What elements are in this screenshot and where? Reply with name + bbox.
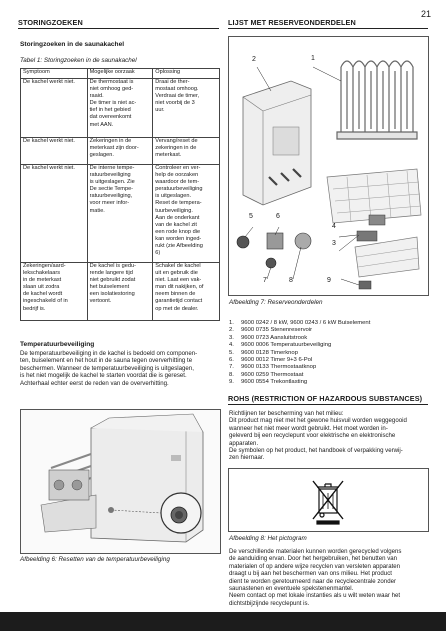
cause-line: is uitgeslagen. Zie (89, 179, 135, 186)
symptom-line: ingeschakeld of in (23, 298, 68, 305)
text-line: materialen of op andere wijze recyclen van versleten apparaten (229, 562, 401, 570)
section-heading-troubleshooting: STORINGZOEKEN (18, 18, 83, 27)
text-line: beschermen. Wanneer de temperatuurbeveiliging is uitgeslagen, (20, 364, 194, 372)
symptom-cell: De kachel werkt niet. (21, 165, 88, 263)
cause-line: een isolatiestoring (89, 291, 135, 298)
solution-line: Verdraai de timer, (155, 93, 200, 100)
heating-element-drawing (337, 61, 417, 139)
text-line: draagt u bij aan het beschermen van ons milieu. Het product (229, 570, 392, 578)
table-header-row (21, 69, 220, 79)
solution-line: op met de dealer. (155, 305, 199, 312)
symptom-cell: De kachel werkt niet. (21, 79, 88, 138)
item-number: 1. (229, 320, 234, 326)
cause-line: het buiselement (89, 284, 130, 291)
item-text: 9600 0012 Timer 9+3 6-Pol (241, 357, 313, 364)
figure-7-caption: Afbeelding 7: Reserveonderdelen (229, 299, 323, 306)
callout-6: 6 (276, 213, 280, 220)
heater-reset-drawing (21, 410, 220, 553)
solution-line: niet. Laat een vak- (155, 277, 202, 284)
timer-part (267, 233, 283, 249)
cause-line: De timer is niet ac- (89, 100, 137, 107)
solution-line: Aan de onderkant (155, 214, 200, 221)
solution-line: een rode knop die (155, 228, 201, 235)
page-number: 21 (421, 9, 432, 19)
cause-cell (87, 165, 153, 263)
symptom-line: Zekeringen/aard- (23, 263, 66, 269)
solution-line: Vervang/reset de (155, 138, 198, 144)
cause-line: tief in het gebied (89, 107, 131, 114)
cause-line: raaid. (89, 93, 104, 100)
item-text: 9600 0133 Thermostaatknop (241, 364, 317, 371)
rohs-heading: ROHS (RESTRICTION OF HAZARDOUS SUBSTANCES) (228, 394, 423, 403)
callout-5: 5 (249, 213, 253, 220)
list-item (229, 350, 370, 357)
subheading-troubleshooting: Storingzoeken in de saunakachel (20, 41, 125, 48)
solution-line: zekeringen in de (155, 145, 197, 152)
cause-cell (87, 79, 153, 138)
callout-8: 8 (289, 277, 293, 284)
solution-line: is uitgeslagen. (155, 193, 192, 200)
solution-cell (153, 138, 220, 165)
callout-2: 2 (252, 56, 256, 63)
solution-line: man dit nakijken, of (155, 284, 204, 291)
figure-6-illustration (20, 409, 221, 554)
stone-reservoir-drawing (243, 81, 311, 205)
item-number: 5. (229, 349, 234, 356)
item-number: 4. (229, 342, 234, 349)
solution-line: Reset de tempera- (155, 200, 202, 207)
solution-line: waardoor de tem- (155, 179, 200, 186)
solution-line: peratuurbeveiliging (155, 186, 203, 193)
symptom-line: lekschakelaars (23, 270, 60, 277)
item-text: 9600 0006 Temperatuurbeveiliging (241, 342, 332, 349)
solution-line: help de oorzaken (155, 172, 199, 179)
cause-line: niet omhoog ged- (89, 86, 134, 93)
heading-rule (228, 28, 428, 29)
solution-line: mostaat omhoog. (155, 86, 199, 93)
item-text: 9600 0242 / 8 kW, 9600 0243 / 6 kW Buiselement (241, 320, 371, 326)
solution-line: rukt (zie Afbeelding (155, 243, 203, 250)
column-header: Symptoom (21, 69, 88, 79)
cause-cell (87, 138, 153, 165)
cause-line: meterkast zijn door- (89, 145, 139, 152)
recycling-text (229, 548, 429, 607)
solution-line: van de kachel zit (155, 221, 197, 228)
table-row (21, 138, 220, 165)
cause-line: ratuurbeveiliging, (89, 193, 133, 200)
troubleshooting-table (20, 68, 220, 321)
text-line: De verschillende materialen kunnen worden gerecycled volgens (229, 548, 402, 555)
figure-8-caption: Afbeelding 8: Het pictogram (229, 535, 307, 542)
text-line: saunastenen en eventuele spekstenenmantel. (229, 585, 354, 593)
item-text: 9600 0735 Stenenreservoir (241, 327, 313, 334)
text-line: de aanduiding ervan. Door het hergebruiken, het benutten van (229, 555, 398, 563)
item-text: 9600 0128 Timerknop (241, 349, 298, 356)
cause-line: dat overeenkomt (89, 114, 132, 121)
text-line: apparaten. (229, 439, 259, 447)
solution-cell (153, 263, 220, 321)
section-heading-spare-parts: LIJST MET RESERVEONDERDELEN (228, 18, 356, 27)
symptom-line: bedrijf is. (23, 305, 46, 312)
cause-line: De kachel is gedu- (89, 263, 136, 269)
solution-line: uur. (155, 107, 165, 114)
heading-rule (18, 28, 219, 29)
text-line: dient te worden geretourneerd naar de recyclecentrale zonder (229, 577, 397, 585)
text-line: dichtstbijzijnde recyclepunt is. (229, 599, 310, 607)
callout-3: 3 (332, 240, 336, 247)
symptom-line: slaan uit zodra (23, 284, 60, 291)
callout-1: 1 (311, 55, 315, 62)
cause-line: met AAN. (89, 121, 114, 128)
list-item (229, 372, 370, 379)
item-number: 8. (229, 371, 234, 378)
item-number: 7. (229, 364, 234, 371)
solution-cell (153, 165, 220, 263)
cause-line: De sectie Tempe- (89, 186, 134, 193)
list-item (229, 357, 370, 364)
solution-line: uit en gebruik die (155, 270, 198, 277)
spare-parts-list (229, 320, 370, 387)
solution-line: Schakel de kachel (155, 263, 201, 269)
text-line: De temperatuurbeveiliging in de kachel is bedoeld om componen- (20, 350, 198, 357)
text-line: ten, buiselement en het hout in de sauna tegen oververhitting te (20, 357, 193, 365)
temperature-protection-text (20, 350, 225, 387)
timer-knob-part (237, 236, 249, 248)
table-row (21, 263, 220, 321)
callout-9: 9 (327, 277, 331, 284)
item-number: 9. (229, 379, 234, 386)
solution-line: kan worden inged- (155, 235, 202, 242)
footer-band (0, 612, 446, 631)
solution-line: niet voorbij de 3 (155, 100, 195, 107)
thermostat-part (295, 233, 311, 249)
text-line: Neem contact op met lokale instanties als u wilt weten waar het (229, 592, 401, 600)
cause-line: De thermostaat is (89, 79, 134, 85)
list-item (229, 335, 370, 342)
table-row (21, 79, 220, 138)
item-number: 2. (229, 327, 234, 334)
list-item (229, 320, 370, 327)
table-caption: Tabel 1: Storingzoeken in de saunakachel (20, 57, 137, 64)
cause-line: Zekeringen in de (89, 138, 132, 144)
symptom-line: de kachel wordt (23, 291, 63, 298)
item-number: 6. (229, 357, 234, 364)
solution-line: 6) (155, 250, 161, 257)
solution-line: garantietijd contact (155, 298, 203, 305)
spare-parts-drawing (229, 37, 428, 295)
cause-line: rende langere tijd (89, 270, 133, 277)
cause-line: vertoont. (89, 298, 112, 305)
symptom-cell (21, 263, 88, 321)
item-text: 9600 0554 Trekontlasting (241, 379, 308, 386)
column-header: Mogelijke oorzaak (87, 69, 153, 79)
list-item (229, 364, 370, 371)
callout-7: 7 (263, 277, 267, 284)
solution-line: Controleer en ver- (155, 165, 201, 171)
callout-4: 4 (332, 223, 336, 230)
cause-line: geslagen. (89, 152, 114, 159)
solution-line: tuurbeveiliging. (155, 207, 193, 214)
text-line: zen hiernaar. (229, 454, 265, 462)
text-line: wanneer het niet meer wordt gebruikt. Het moet worden in- (229, 424, 388, 432)
item-number: 3. (229, 334, 234, 341)
text-line: Richtlijnen ter bescherming van het milieu: (229, 410, 344, 417)
temperature-protection-heading: Temperatuurbeveiliging (20, 341, 95, 348)
cause-cell (87, 263, 153, 321)
crossed-out-wheelie-bin-icon (229, 469, 428, 531)
column-header: Oplossing (153, 69, 220, 79)
temperature-limiter-part (357, 231, 377, 241)
solution-line: meterkast. (155, 152, 182, 159)
text-line: De symbolen op het product, het handboek of verpakking verwij- (229, 447, 403, 455)
figure-7-illustration (228, 36, 429, 296)
cause-line: matie. (89, 207, 105, 214)
solution-line: neem binnen de (155, 291, 196, 298)
strain-relief-part (359, 281, 371, 289)
list-item (229, 342, 370, 349)
table-row (21, 165, 220, 263)
rohs-text (229, 410, 429, 462)
cause-line: De interne tempe- (89, 165, 135, 171)
symptom-cell: De kachel werkt niet. (21, 138, 88, 165)
text-line: Dit product mag niet met het gewone huisvuil worden weggegooid (229, 417, 407, 425)
text-line: is het niet mogelijk de kachel te starten voordat die is gereset. (20, 372, 187, 380)
figure-8-illustration (228, 468, 429, 532)
list-item (229, 327, 370, 334)
text-line: geleverd bij een recyclepunt voor elektrische en elektronische (229, 432, 396, 440)
thermostat-knob-part (266, 258, 276, 268)
list-item (229, 379, 370, 386)
heading-rule (228, 404, 428, 405)
text-line: Achterhaal echter eerst de reden van de oververhitting. (20, 379, 169, 387)
symptom-line: in de meterkast (23, 277, 62, 284)
item-text: 9600 0259 Thermostaat (241, 371, 304, 378)
solution-line: Draai de ther- (155, 79, 190, 85)
solution-cell (153, 79, 220, 138)
cause-line: niet gebruikt zodat (89, 277, 136, 284)
terminal-block-part (369, 215, 385, 225)
figure-6-caption: Afbeelding 6: Resetten van de temperatuurbeveiliging (20, 556, 170, 563)
cause-line: voor meer infor- (89, 200, 130, 207)
item-text: 9600 0723 Aansluitstrook (241, 334, 308, 341)
cause-line: ratuurbeveiliging (89, 172, 131, 179)
